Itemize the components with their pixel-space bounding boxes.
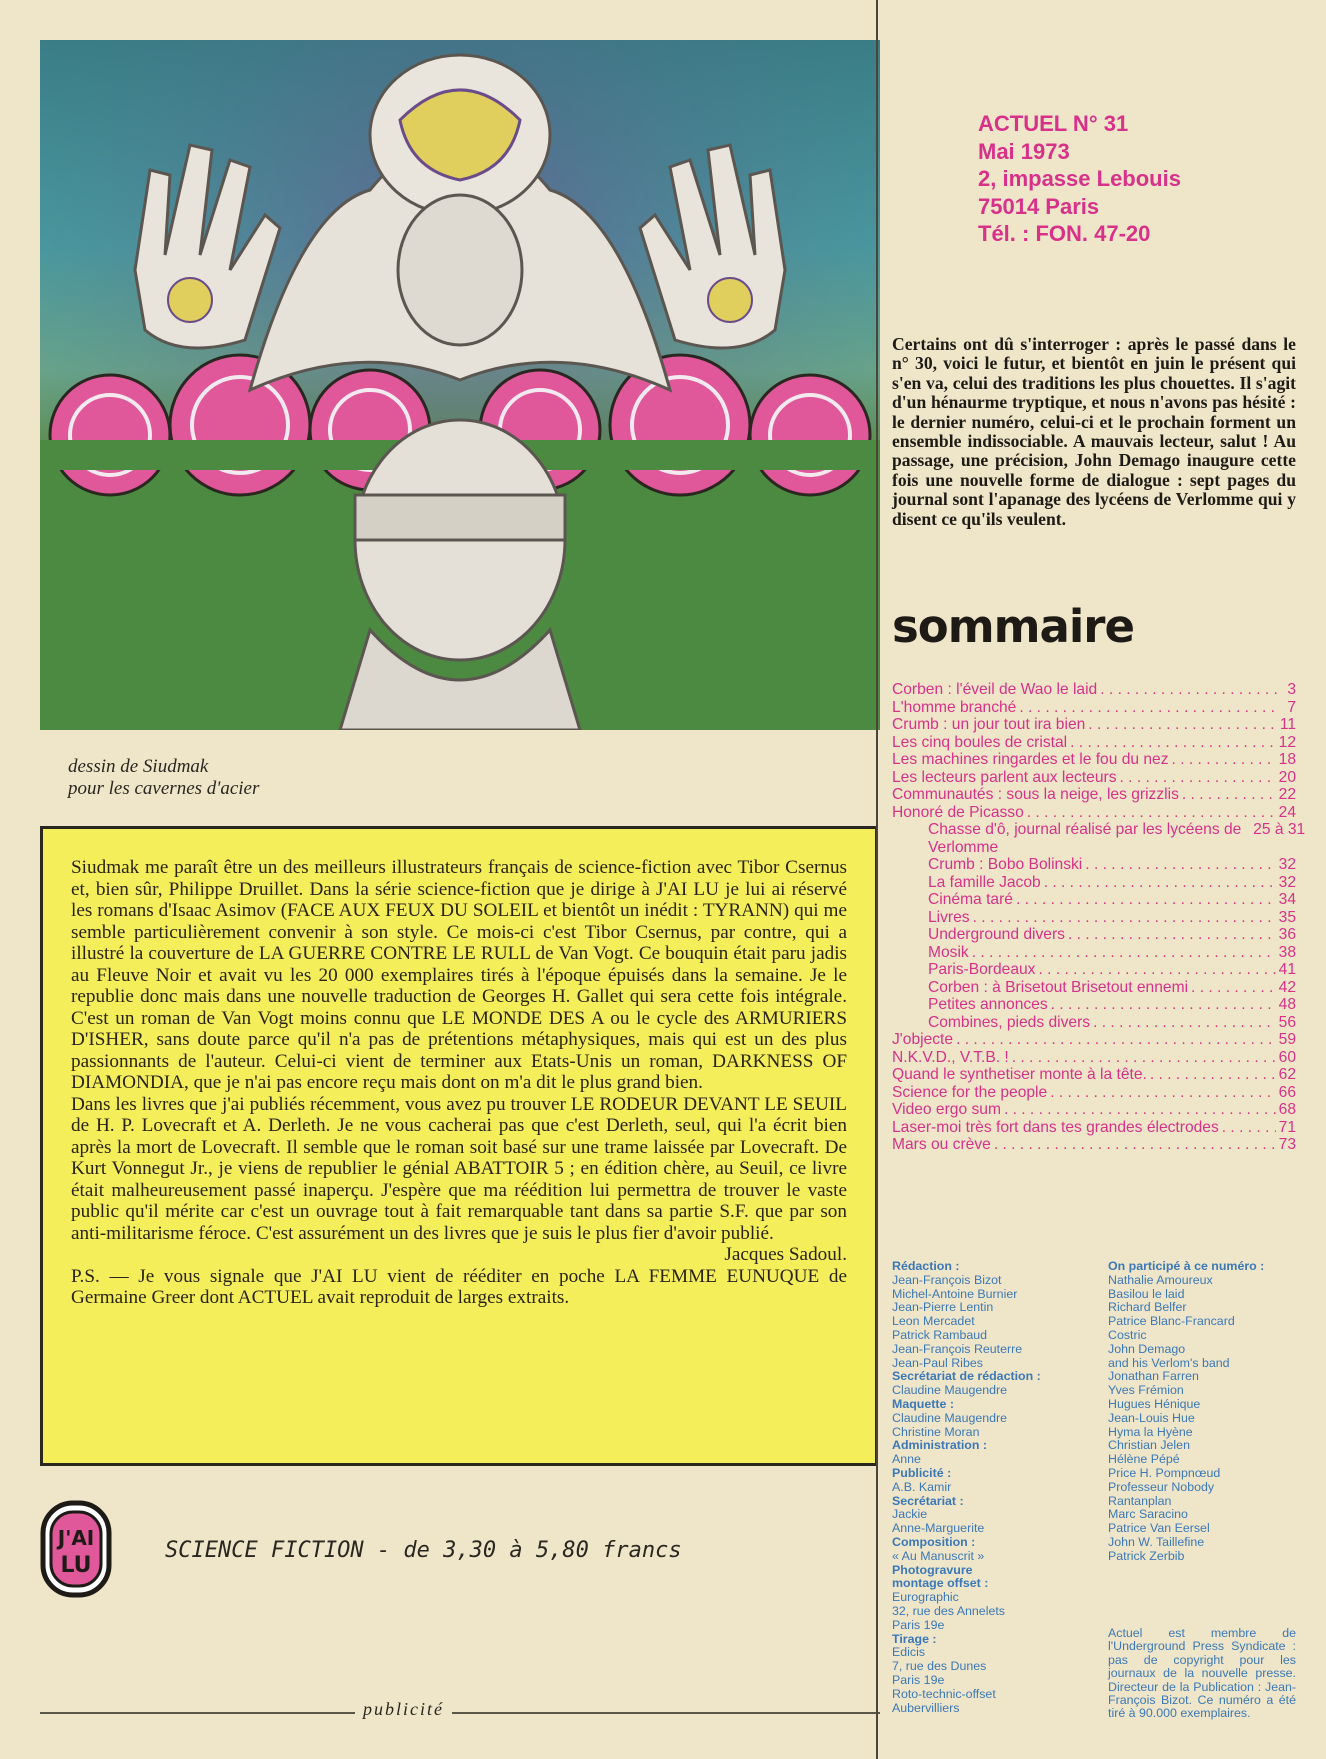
toc-item [892, 996, 1296, 1014]
toc-item [892, 979, 1296, 997]
toc-item [892, 891, 1296, 909]
toc-leader [1044, 874, 1276, 892]
toc-item-page: 24 [1278, 803, 1296, 821]
credit-heading: Maquette : [892, 1396, 954, 1411]
toc-leader [956, 1031, 1276, 1049]
credit-heading: On participé à ce numéro : [1108, 1259, 1265, 1273]
toc-item [892, 1066, 1296, 1084]
toc-item-page: 59 [1278, 1031, 1296, 1048]
logo-text: LU [60, 1553, 92, 1578]
ad-paragraph: Dans les livres que j'ai publiés récemment, vous avez pu trouver LE RODEUR DEVANT LE SEUIL de H. P. Lovecraft et A. Derleth. Je ne vous cacherai pas que c'est Derleth, seul, qui l'a écrit bien après la mort de Lovecraft. Il semble que le roman soit basé sur une trame laissée par Lovecraft. De Kurt Vonnegut Jr., je viens de republier le génial ABATTOIR 5 ; en édition chère, au Seuil, ce livre était malheureusement passé inaperçu. J'espère que ma réédition lui permettra de trouver le vaste public qu'il mérite car c'est un ouvrage tout à fait remarquable tant dans sa partie S.F. que par son anti-militarisme féroce. C'est assurément un des livres que je suis le plus fier d'avoir publié. [71, 1093, 847, 1244]
credit-name: Jean-Paul Ribes [892, 1355, 983, 1370]
toc-item-page: 36 [1278, 926, 1296, 943]
toc-item-page: 18 [1278, 751, 1296, 768]
toc-leader [1172, 751, 1276, 769]
credit-name: Paris 19e [892, 1617, 945, 1632]
masthead-line: 2, impasse Lebouis [978, 166, 1181, 191]
masthead-line: Mai 1973 [978, 138, 1070, 164]
credit-name: Hyma la Hyène [1108, 1424, 1193, 1439]
toc-item-page: 68 [1278, 1101, 1296, 1118]
credits-staff [892, 1260, 1092, 1715]
toc-leader [1088, 716, 1277, 734]
sommaire-title: sommaire [892, 600, 1134, 653]
caption-line: dessin de Siudmak [68, 756, 209, 777]
masthead-line: 75014 Paris [978, 193, 1100, 219]
credit-name: Leon Mercadet [892, 1314, 975, 1329]
toc-item-page: 22 [1278, 786, 1296, 803]
toc-leader [1100, 681, 1277, 699]
toc-item-page: 71 [1278, 1118, 1296, 1136]
toc-item-label: Combines, pieds divers [928, 1013, 1091, 1031]
toc-leader [1120, 769, 1276, 787]
credit-heading: Photogravure [892, 1562, 973, 1577]
toc-item-label: Paris-Bordeaux [928, 961, 1036, 978]
ad-paragraph: Siudmak me paraît être un des meilleurs illustrateurs français de science-fiction avec Tibor Csernus et, bien sûr, Philippe Druillet. Dans la série science-fiction que je dirige à J'AI LU je lui ai réservé les romans d'Isaac Asimov (FACE AUX FEUX DU SOLEIL et bientôt un inédit : TYRANN) qui me semble particulièrement convenir à son style. Ce mois-ci c'est Tibor Csernus, par contre, qui a illustré la couverture de LA GUERRE CONTRE LE RULL de Van Vogt. Ce bouquin était paru jadis au Fleuve Noir et avait vu les 20 000 exemplaires tirés à l'époque épuisés dans la semaine. Je le republie donc mais dans une nouvelle traduction de Georges H. Gallet qui sera cette fois intégrale. C'est un roman de Van Vogt moins connu que LE MONDE DES A ou le cycle des ARMURIERS D'ISHER, sans doute parce qu'il n'a pas de prétentions métaphysiques, mais qui est un des plus passionnants de l'auteur. Celui-ci vient de terminer aux Etats-Unis un roman, DARKNESS OF DIAMONDIA, que je n'ai pas encore reçu mais dont on m'a dit le plus grand bien. [71, 857, 847, 1093]
toc-item [892, 1136, 1296, 1154]
credit-heading: Publicité : [892, 1465, 952, 1480]
toc-item [892, 1014, 1296, 1032]
illustration-caption [68, 756, 259, 800]
column-divider [876, 0, 878, 1759]
toc-item-page: 62 [1278, 1066, 1296, 1083]
toc-item-label: Science for the people [892, 1083, 1048, 1101]
toc-leader [1038, 961, 1275, 979]
credit-name: Paris 19e [892, 1672, 945, 1687]
toc-item [892, 909, 1296, 927]
toc-item [892, 769, 1296, 787]
toc-item-label: Laser-moi très fort dans tes grandes électrodes [892, 1118, 1219, 1136]
toc-item [892, 786, 1296, 804]
credit-heading: Secrétariat : [892, 1493, 964, 1508]
toc-leader [1191, 979, 1276, 997]
toc-item-page: 35 [1278, 908, 1296, 926]
toc-item-label: La famille Jacob [928, 873, 1041, 891]
credit-name: Eurographic [892, 1590, 959, 1605]
credit-name: 7, rue des Dunes [892, 1659, 987, 1674]
toc-leader [1150, 1066, 1276, 1084]
credit-name: Claudine Maugendre [892, 1383, 1008, 1398]
toc-item-page: 11 [1279, 716, 1296, 733]
toc-item-page: 12 [1278, 733, 1296, 751]
toc-item-label: Quand le synthetiser monte à la tête. [892, 1066, 1147, 1083]
toc-item-label: N.K.V.D., V.T.B. ! [892, 1048, 1009, 1066]
toc-item-label: Corben : à Brisetout Brisetout ennemi [928, 978, 1189, 996]
credit-name: Richard Belfer [1108, 1300, 1187, 1315]
toc-leader [1016, 891, 1276, 909]
toc-item [892, 751, 1296, 769]
toc-leader [1182, 786, 1276, 804]
footer-rule [40, 1712, 880, 1713]
credit-name: Christine Moran [892, 1424, 980, 1439]
toc-item-label: Underground divers [928, 926, 1065, 943]
illustration-image [40, 40, 880, 730]
credit-name: Anne-Marguerite [892, 1521, 985, 1536]
toc-item-page: 20 [1278, 768, 1296, 786]
ad-postscript: P.S. — Je vous signale que J'AI LU vient de rééditer en poche LA FEMME EUNUQUE de Germaine Greer dont ACTUEL avait reproduit de larges extraits. [71, 1265, 847, 1308]
toc-leader [1027, 804, 1276, 822]
toc-item-label: Livres [928, 908, 970, 926]
toc-leader [1051, 996, 1276, 1014]
toc-item [892, 961, 1296, 979]
editorial-text: Certains ont dû s'interroger : après le passé dans le n° 30, voici le futur, et bientôt en juin le présent qui s'en va, celui des traditions les plus chouettes. Il s'agit d'un hénaurme tryptique, et nous n'avons pas hésité : le dernier numéro, celui-ci et le prochain forment un ensemble indissociable. A mauvais lecteur, salut ! Au passage, une précision, John Demago inaugure cette fois une nouvelle forme de dialogue : sept pages du journal sont l'apanage des lycéens de Verlomme qui y disent ce qu'ils veulent. [892, 334, 1296, 529]
credit-name: John Demago [1108, 1341, 1186, 1356]
credit-name: Jean-François Bizot [892, 1272, 1002, 1287]
toc-leader [1093, 1014, 1276, 1032]
credit-name: 32, rue des Annelets [892, 1603, 1005, 1618]
toc-leader [1070, 734, 1276, 752]
credit-name: Yves Frémion [1108, 1383, 1184, 1398]
masthead-line: Tél. : FON. 47-20 [978, 221, 1151, 246]
toc-item [892, 926, 1296, 944]
credit-name: Jackie [892, 1507, 928, 1522]
credit-name: Jean-Pierre Lentin [892, 1300, 994, 1315]
toc-leader [1019, 699, 1277, 717]
publicite-label: publicité [355, 1699, 452, 1720]
toc-item-page: 32 [1278, 873, 1296, 891]
credit-name: Hélène Pépé [1108, 1452, 1180, 1467]
credit-heading: Rédaction : [892, 1259, 960, 1273]
credit-heading: Tirage : [892, 1631, 937, 1646]
toc-item-label: Cinéma taré [928, 891, 1013, 908]
toc-item [892, 1119, 1296, 1137]
credit-name: Price H. Pompnœud [1108, 1465, 1221, 1480]
toc-leader [1085, 856, 1275, 874]
toc-item-label: Communautés : sous la neige, les grizzlis [892, 786, 1179, 803]
toc-item [892, 716, 1296, 734]
toc-leader [994, 1136, 1276, 1154]
credit-name: Christian Jelen [1108, 1438, 1190, 1453]
toc-item [892, 1101, 1296, 1119]
toc-item-page: 41 [1278, 961, 1296, 978]
credit-name: « Au Manuscrit » [892, 1548, 985, 1563]
toc-item [892, 681, 1296, 699]
credit-name: Edicis [892, 1645, 926, 1660]
toc-item-page: 73 [1278, 1136, 1296, 1153]
toc-item-label: Mars ou crève [892, 1136, 991, 1153]
toc-item [892, 856, 1296, 874]
credit-name: Michel-Antoine Burnier [892, 1286, 1018, 1301]
credit-heading: Administration : [892, 1438, 987, 1453]
toc-item-page: 48 [1278, 996, 1296, 1013]
credit-name: Patrice Blanc-Francard [1108, 1314, 1235, 1329]
credit-heading: montage offset : [892, 1576, 989, 1591]
credit-name: Hugues Hénique [1108, 1396, 1201, 1411]
toc-item-page: 42 [1278, 978, 1296, 996]
toc-item-label: Video ergo sum [892, 1101, 1001, 1118]
toc-leader [972, 944, 1276, 962]
toc-item-label: Crumb : un jour tout ira bien [892, 716, 1086, 733]
ad-signature: Jacques Sadoul. [724, 1244, 847, 1265]
credit-name: Basilou le laid [1108, 1286, 1185, 1301]
toc-item-page: 32 [1278, 856, 1296, 873]
toc-item-page: 3 [1287, 681, 1296, 698]
credit-name: Costric [1108, 1327, 1147, 1342]
toc-leader [973, 909, 1276, 927]
toc-item-page: 60 [1278, 1048, 1296, 1066]
advertisement-text-box [40, 826, 878, 1466]
toc-item-page: 7 [1287, 698, 1296, 716]
toc-leader [1068, 926, 1276, 944]
illustration [40, 40, 880, 730]
toc-item [892, 734, 1296, 752]
credit-name: Rantanplan [1108, 1493, 1172, 1508]
toc-item [892, 1031, 1296, 1049]
toc-item [892, 821, 1306, 856]
credit-name: Patrick Zerbib [1108, 1548, 1185, 1563]
toc-leader [1050, 1084, 1275, 1102]
ad-slogan: SCIENCE FICTION - de 3,30 à 5,80 francs [165, 1538, 682, 1563]
credit-name: Jean-Louis Hue [1108, 1410, 1195, 1425]
table-of-contents [892, 681, 1306, 1154]
jai-lu-logo [40, 1500, 112, 1598]
toc-item-label: Les machines ringardes et le fou du nez [892, 751, 1169, 768]
credits-contributors [1108, 1260, 1308, 1564]
credit-name: Jean-François Reuterre [892, 1341, 1023, 1356]
toc-item-label: Les cinq boules de cristal [892, 733, 1068, 751]
credit-name: Patrice Van Eersel [1108, 1521, 1210, 1536]
toc-item-label: L'homme branché [892, 698, 1017, 716]
toc-item-label: Chasse d'ô, journal réalisé par les lycéens de Verlomme [928, 821, 1242, 856]
toc-item-page: 66 [1278, 1083, 1296, 1101]
caption-line: pour les cavernes d'acier [68, 778, 260, 799]
toc-leader [1004, 1101, 1276, 1119]
toc-item-label: Mosik [928, 943, 969, 961]
credit-name: Nathalie Amoureux [1108, 1272, 1213, 1287]
masthead-line: ACTUEL N° 31 [978, 111, 1129, 136]
credit-heading: Secrétariat de rédaction : [892, 1369, 1041, 1384]
credit-name: Claudine Maugendre [892, 1410, 1008, 1425]
toc-item [892, 874, 1296, 892]
toc-item-label: J'objecte [892, 1031, 954, 1048]
logo-text: J'AI [57, 1526, 95, 1550]
toc-item-page: 56 [1278, 1013, 1296, 1031]
toc-item [892, 944, 1296, 962]
toc-leader [1222, 1119, 1276, 1137]
credit-name: Aubervilliers [892, 1700, 960, 1715]
credit-name: A.B. Kamir [892, 1479, 952, 1494]
toc-item-label: Petites annonces [928, 996, 1048, 1013]
toc-item [892, 699, 1296, 717]
credit-name: Jonathan Farren [1108, 1369, 1199, 1384]
credit-name: Professeur Nobody [1108, 1479, 1215, 1494]
toc-item [892, 1049, 1296, 1067]
credit-heading: Composition : [892, 1534, 976, 1549]
toc-item-label: Honoré de Picasso [892, 803, 1024, 821]
toc-item-page: 25 à 31 [1253, 821, 1306, 838]
credit-name: Anne [892, 1452, 921, 1467]
publication-footnote: Actuel est membre de l'Underground Press Syndicate : pas de copyright pour les journaux de la nouvelle presse. Directeur de la Publication : Jean-François Bizot. Ce numéro a été tiré à 90.000 exemplaires. [1108, 1626, 1296, 1721]
credit-name: Patrick Rambaud [892, 1327, 988, 1342]
credit-name: and his Verlom's band [1108, 1355, 1230, 1370]
toc-item [892, 804, 1296, 822]
toc-item [892, 1084, 1296, 1102]
toc-item-label: Crumb : Bobo Bolinski [928, 856, 1083, 873]
masthead [978, 110, 1181, 248]
toc-leader [1012, 1049, 1276, 1067]
toc-item-label: Corben : l'éveil de Wao le laid [892, 681, 1098, 698]
credit-name: Marc Saracino [1108, 1507, 1188, 1522]
credit-name: John W. Taillefine [1108, 1534, 1205, 1549]
toc-item-page: 34 [1278, 891, 1296, 908]
credit-name: Roto-technic-offset [892, 1686, 996, 1701]
toc-item-label: Les lecteurs parlent aux lecteurs [892, 768, 1117, 786]
toc-item-page: 38 [1278, 943, 1296, 961]
